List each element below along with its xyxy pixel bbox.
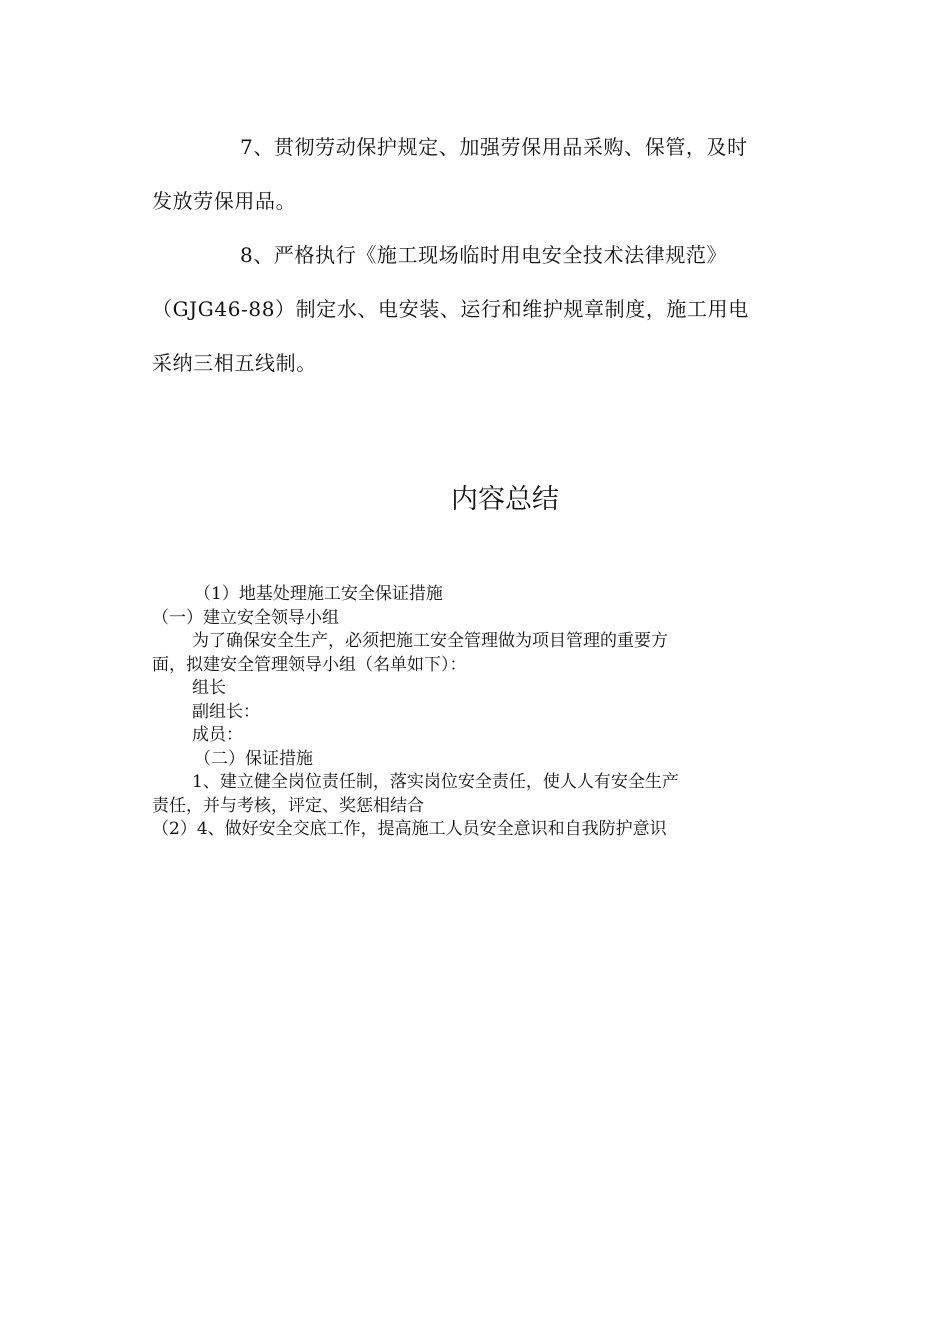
item-8-line-3: 采纳三相五线制。: [152, 351, 317, 375]
summary-heading: 内容总结: [451, 484, 559, 515]
item-8-line-2: （GJG46-88）制定水、电安装、运行和维护规章制度，施工用电: [152, 297, 749, 321]
summary-line: （1）地基处理施工安全保证措施: [194, 584, 443, 604]
item-8-line-1: 8、严格执行《施工现场临时用电安全技术法律规范》: [240, 243, 728, 267]
summary-line: （一）建立安全领导小组: [152, 607, 339, 628]
summary-line: 为了确保安全生产，必须把施工安全管理做为项目管理的重要方: [192, 631, 668, 651]
summary-line: 成员：: [192, 725, 243, 745]
summary-line: 副组长：: [192, 701, 260, 722]
summary-line: 面，拟建安全管理领导小组（名单如下）：: [152, 654, 467, 675]
summary-line: 组长: [192, 678, 226, 698]
safety-measures-section: [152, 120, 792, 390]
summary-line: 责任，并与考核，评定、奖惩相结合: [152, 795, 424, 816]
item-7-line-2: 发放劳保用品。: [152, 189, 297, 213]
item-7-line-1: 7、贯彻劳动保护规定、加强劳保用品采购、保管，及时: [240, 135, 748, 159]
summary-line: （2）4、做好安全交底工作，提高施工人员安全意识和自我防护意识: [152, 819, 667, 839]
summary-line: （二）保证措施: [194, 748, 313, 769]
summary-body: [152, 583, 792, 842]
summary-line: 1、建立健全岗位责任制，落实岗位安全责任，使人人有安全生产: [192, 772, 679, 792]
